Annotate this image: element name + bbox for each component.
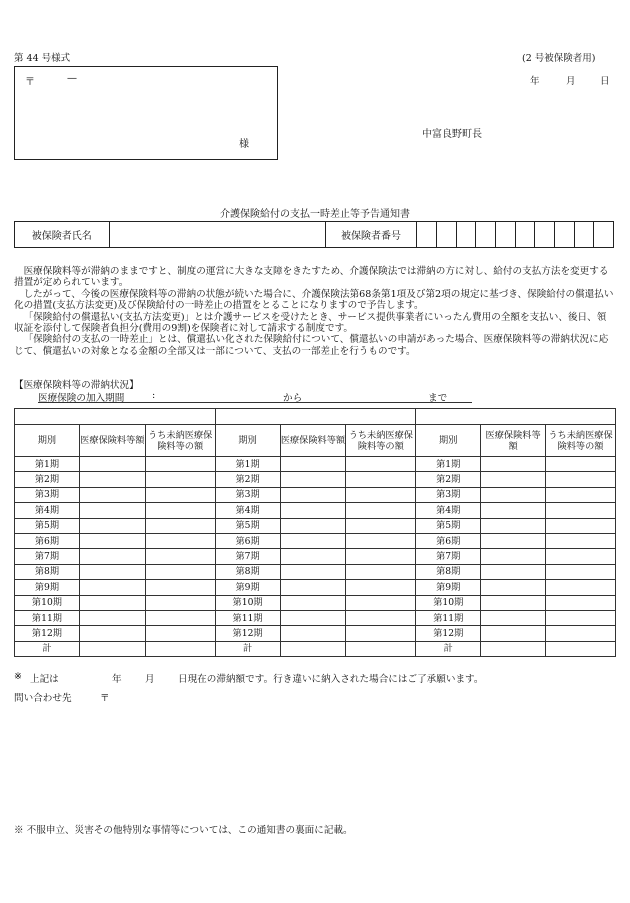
table-cell	[145, 549, 215, 564]
date-day-label: 日	[600, 76, 610, 87]
table-cell-label: 第12期	[215, 626, 280, 641]
table-period-cell	[215, 409, 416, 425]
insured-number-digit	[476, 222, 496, 248]
table-cell-label: 第9期	[416, 580, 481, 595]
table-cell-label: 第8期	[215, 564, 280, 579]
form-type: (2 号被保険者用)	[522, 53, 596, 64]
note-mark: ※	[14, 671, 23, 682]
table-cell-label: 第9期	[15, 580, 80, 595]
table-cell-label: 医療保険料等額	[481, 425, 546, 457]
table-cell	[481, 641, 546, 656]
table-row	[15, 580, 616, 595]
table-cell-label: 第1期	[15, 457, 80, 472]
table-cell-label: 第7期	[15, 549, 80, 564]
table-cell	[481, 564, 546, 579]
table-row	[15, 610, 616, 625]
insured-number-digit	[535, 222, 555, 248]
table-cell-label: 第5期	[15, 518, 80, 533]
table-cell-label: 第12期	[15, 626, 80, 641]
note-month: 月	[145, 674, 155, 685]
table-cell-label: 第11期	[15, 610, 80, 625]
table-cell	[481, 487, 546, 502]
table-cell-label: 第11期	[416, 610, 481, 625]
table-cell-label: 第10期	[416, 595, 481, 610]
postal-dash: —	[67, 73, 77, 84]
table-row	[15, 626, 616, 641]
table-row	[15, 518, 616, 533]
table-cell-label: 期別	[416, 425, 481, 457]
table-cell	[346, 487, 416, 502]
table-cell-label: 第6期	[15, 533, 80, 548]
table-cell-label: 第4期	[15, 503, 80, 518]
table-row	[15, 564, 616, 579]
table-cell	[481, 626, 546, 641]
table-cell	[346, 549, 416, 564]
insured-number-digit	[495, 222, 515, 248]
table-cell	[346, 533, 416, 548]
table-cell-label: 計	[15, 641, 80, 656]
table-cell	[546, 580, 616, 595]
table-cell-label: 第6期	[416, 533, 481, 548]
table-cell	[280, 533, 346, 548]
period-underline	[38, 402, 472, 403]
insured-number-digit	[554, 222, 574, 248]
body-paragraph: 「保険給付の支払の一時差止」とは、償還払い化された保険給付について、償還払いの申請があった場合、医療保険料等の滞納状況に応じて、償還払いの対象となる金額の全部又は一部について、支払の一部差止を行うものです。	[14, 334, 609, 357]
table-cell	[546, 595, 616, 610]
table-cell	[546, 641, 616, 656]
table-cell	[546, 564, 616, 579]
table-cell-label: 第7期	[416, 549, 481, 564]
table-cell	[145, 503, 215, 518]
table-cell	[346, 641, 416, 656]
table-cell	[145, 518, 215, 533]
body-paragraph: 医療保険料等が滞納のままですと、制度の運営に大きな支障をきたすため、介護保険法では滞納の方に対し、給付の支払方法を変更する措置が定められています。	[14, 266, 609, 289]
table-cell	[145, 595, 215, 610]
date-year-label: 年	[530, 76, 540, 87]
table-cell	[79, 472, 145, 487]
table-cell	[546, 487, 616, 502]
table-row	[15, 503, 616, 518]
table-cell	[280, 595, 346, 610]
arrears-table	[14, 408, 616, 657]
table-cell	[79, 487, 145, 502]
table-cell	[280, 518, 346, 533]
table-cell	[546, 533, 616, 548]
table-cell	[546, 518, 616, 533]
table-row	[15, 533, 616, 548]
table-cell-label: 期別	[215, 425, 280, 457]
postal-mark: 〒	[25, 77, 35, 88]
table-cell	[145, 580, 215, 595]
insured-number-digit	[574, 222, 594, 248]
table-cell	[346, 472, 416, 487]
notice-body	[14, 266, 614, 357]
table-cell	[79, 580, 145, 595]
table-cell-label: 計	[215, 641, 280, 656]
insured-number-label: 被保険者番号	[325, 222, 417, 248]
table-cell	[481, 518, 546, 533]
table-cell-label: 第10期	[15, 595, 80, 610]
table-cell	[546, 457, 616, 472]
table-row	[15, 595, 616, 610]
table-cell	[145, 457, 215, 472]
table-cell	[481, 580, 546, 595]
contact-postal-mark: 〒	[100, 693, 110, 704]
table-cell	[79, 564, 145, 579]
table-cell-label: 第7期	[215, 549, 280, 564]
table-cell	[346, 595, 416, 610]
table-cell	[280, 641, 346, 656]
table-row	[15, 472, 616, 487]
table-cell-label: 第5期	[416, 518, 481, 533]
table-cell	[280, 626, 346, 641]
table-cell	[546, 626, 616, 641]
table-cell-label: 医療保険料等額	[280, 425, 346, 457]
table-cell	[346, 610, 416, 625]
table-row	[15, 487, 616, 502]
table-cell	[79, 626, 145, 641]
table-cell-label: 計	[416, 641, 481, 656]
period-colon: :	[152, 390, 156, 401]
form-number: 第 44 号様式	[14, 53, 71, 64]
table-row	[15, 409, 616, 425]
table-period-cell	[15, 409, 216, 425]
table-cell	[280, 580, 346, 595]
table-cell	[145, 564, 215, 579]
table-cell	[280, 564, 346, 579]
page-title: 介護保険給付の支払一時差止等予告通知書	[220, 209, 410, 220]
table-cell	[79, 503, 145, 518]
table-cell	[280, 472, 346, 487]
table-cell	[79, 610, 145, 625]
insured-number-digit	[594, 222, 614, 248]
table-cell	[280, 487, 346, 502]
table-total-row	[15, 641, 616, 656]
table-cell	[481, 549, 546, 564]
note-year: 年	[112, 674, 122, 685]
table-period-cell	[416, 409, 616, 425]
table-cell	[546, 610, 616, 625]
table-cell-label: 第6期	[215, 533, 280, 548]
contact-label: 問い合わせ先	[14, 693, 72, 704]
table-cell-label: 第1期	[416, 457, 481, 472]
table-row	[15, 549, 616, 564]
table-cell	[546, 503, 616, 518]
table-cell	[145, 610, 215, 625]
table-cell	[79, 518, 145, 533]
table-cell	[280, 503, 346, 518]
table-cell	[280, 610, 346, 625]
insured-number-digit	[436, 222, 456, 248]
table-cell-label: 第10期	[215, 595, 280, 610]
table-cell-label: 第8期	[15, 564, 80, 579]
table-cell-label: 第12期	[416, 626, 481, 641]
table-cell	[145, 472, 215, 487]
period-from: から	[283, 393, 303, 404]
table-cell-label: うち未納医療保険料等の額	[145, 425, 215, 457]
table-cell	[79, 549, 145, 564]
table-cell	[79, 457, 145, 472]
table-cell-label: 第3期	[15, 487, 80, 502]
period-label: 医療保険の加入期間	[38, 393, 125, 404]
recipient-address-box	[14, 66, 278, 160]
date-month-label: 月	[566, 76, 576, 87]
insured-number-digit	[417, 222, 437, 248]
footer-note: ※ 不服申立、災害その他特別な事情等については、この通知書の裏面に記載。	[14, 825, 353, 836]
table-cell-label: 第3期	[215, 487, 280, 502]
table-cell	[346, 580, 416, 595]
table-cell	[346, 503, 416, 518]
table-cell	[346, 518, 416, 533]
insured-name-label: 被保険者氏名	[15, 222, 110, 248]
table-cell	[346, 564, 416, 579]
status-heading: 【医療保険料等の滞納状況】	[14, 380, 139, 391]
honorific-sama: 様	[239, 139, 249, 150]
table-cell	[481, 533, 546, 548]
table-cell-label: 第2期	[215, 472, 280, 487]
table-cell	[280, 549, 346, 564]
insured-number-digit	[515, 222, 535, 248]
table-cell-label: うち未納医療保険料等の額	[346, 425, 416, 457]
table-cell	[346, 626, 416, 641]
insured-info-table	[14, 221, 614, 248]
table-cell-label: 期別	[15, 425, 80, 457]
table-cell	[481, 472, 546, 487]
table-cell	[346, 457, 416, 472]
issuer: 中富良野町長	[422, 129, 482, 140]
table-cell	[481, 595, 546, 610]
table-cell-label: 第3期	[416, 487, 481, 502]
table-cell	[280, 457, 346, 472]
table-cell-label: 第2期	[416, 472, 481, 487]
body-paragraph: したがって、今後の医療保険料等の滞納の状態が続いた場合に、介護保険法第68条第1項及び第2項の規定に基づき、保険給付の償還払い化の措置(支払方法変更)及び保険給付の一時差止の措置をとることになりますので予告します。	[14, 288, 614, 312]
insured-number-digit	[456, 222, 476, 248]
table-cell-label: 第4期	[215, 503, 280, 518]
table-cell-label: 第8期	[416, 564, 481, 579]
body-paragraph: 「保険給付の償還払い(支払方法変更)」とは介護サービスを受けたとき、サービス提供事業者にいったん費用の全額を支払い、後日、領収証を添付して保険者負担分(費用の9割)を保険者に対して請求する制度です。	[14, 311, 607, 335]
table-cell	[79, 641, 145, 656]
table-cell-label: 第11期	[215, 610, 280, 625]
period-to: まで	[428, 393, 448, 404]
table-cell	[145, 533, 215, 548]
table-cell-label: 第9期	[215, 580, 280, 595]
table-cell	[481, 503, 546, 518]
table-cell	[79, 595, 145, 610]
table-cell	[481, 610, 546, 625]
table-cell	[145, 626, 215, 641]
table-cell	[546, 549, 616, 564]
table-cell	[79, 533, 145, 548]
table-cell	[546, 472, 616, 487]
table-cell-label: 第5期	[215, 518, 280, 533]
note-text: 日現在の滞納額です。行き違いに納入された場合にはご了承願います。	[178, 674, 484, 685]
table-cell	[145, 487, 215, 502]
table-cell	[481, 457, 546, 472]
table-cell-label: 第2期	[15, 472, 80, 487]
table-row	[15, 457, 616, 472]
table-cell-label: 第1期	[215, 457, 280, 472]
insured-name-field	[109, 222, 325, 248]
table-cell-label: 第4期	[416, 503, 481, 518]
table-header-row	[15, 425, 616, 457]
table-cell-label: うち未納医療保険料等の額	[546, 425, 616, 457]
table-cell	[145, 641, 215, 656]
note-prefix: 上記は	[30, 674, 59, 685]
table-cell-label: 医療保険料等額	[79, 425, 145, 457]
